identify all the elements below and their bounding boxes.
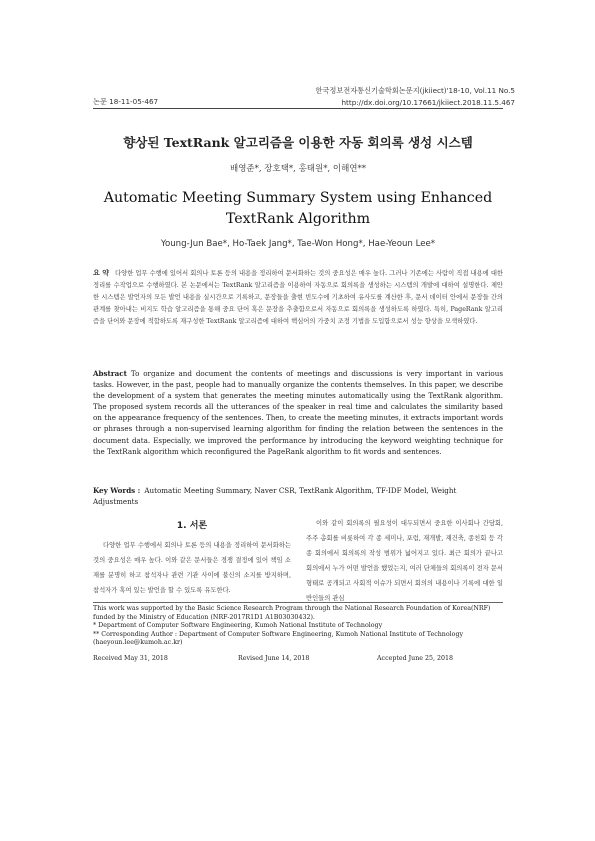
received-date: Received May 31, 2018 xyxy=(93,655,168,662)
keywords xyxy=(93,485,503,507)
journal-name: 한국정보전자통신기술학회논문지(jkiiect)'18-10, Vol.11 No.5 xyxy=(315,86,515,95)
accepted-date: Accepted June 25, 2018 xyxy=(377,655,454,662)
keywords-text: Automatic Meeting Summary, Naver CSR, TextRank Algorithm, TF-IDF Model, Weight Adjustments xyxy=(93,486,457,506)
section-title: 1. 서론 xyxy=(176,521,208,531)
english-abstract xyxy=(93,368,503,457)
paper-id: 논문 18-11-05-467 xyxy=(93,97,159,106)
footnote-rule xyxy=(93,602,503,603)
english-authors: Young-Jun Bae*, Ho-Taek Jang*, Tae-Won Hong*, Hae-Yeoun Lee* xyxy=(160,239,436,249)
korean-authors: 배영준*, 장호택*, 홍태원*, 이해연** xyxy=(230,164,366,174)
doi-link[interactable]: http://dx.doi.org/10.17661/jkiiect.2018.11.5.467 xyxy=(341,98,515,107)
korean-title: 향상된 TextRank 알고리즘을 이용한 자동 회의록 생성 시스템 xyxy=(123,135,473,150)
revised-date: Revised June 14, 2018 xyxy=(238,655,310,662)
english-abstract-text: To organize and document the contents of meetings and discussions is very important in various tasks. However, in the past, people had to manually organize the contents themselves. In this paper, we describe the development of a system that generates the meeting minutes automatically using the TextRank algorithm. The proposed system records all the utterances of the speaker in real time and calculates the similarity based on the appearance frequency of the sentences. Then, to create the meeting minutes, it extracts important words or phrases through a non-supervised learning algorithm for finding the relation between the sentences in the document data. Especially, we improved the performance by introducing the keyword weighting technique for the TextRank algorithm which reconfigured the PageRank algorithm to fit words and sentences. xyxy=(93,369,503,456)
keywords-label: Key Words : xyxy=(93,486,141,495)
korean-abstract xyxy=(93,267,503,328)
journal-header xyxy=(315,85,515,109)
header-rule xyxy=(93,108,503,109)
corresponding-author-note: ** Corresponding Author : Department of Computer Software Engineering, Kumoh National Institute of Technology (haeyoun.lee@kumoh.ac.kr) xyxy=(93,630,464,647)
english-abstract-label: Abstract xyxy=(93,369,127,378)
funding-note: This work was supported by the Basic Science Research Program through the National Research Foundation of Korea(NRF) funded by the Ministry of Education (NRF-2017R1D1 A1B03030432). xyxy=(93,605,491,621)
footnotes xyxy=(93,605,505,648)
korean-abstract-text: 다양한 업무 수행에 있어서 회의나 토론 등의 내용을 정리하여 문서화하는 것의 중요성은 매우 높다. 그러나 기존에는 사람이 직접 내용에 대한 정리를 수작업으로 수행하였다. 본 논문에서는 TextRank 알고리즘을 이용하여 자동으로 회의록을 생성하는 시스템의 개발에 대하여 설명한다. 제안한 시스템은 발언자의 모든 발언 내용을 실시간으로 기록하고, 문장들을 출현 빈도수에 기초하여 유사도를 계산한 후, 문서 데이터 안에서 문장들 간의 관계를 찾아내는 비지도 학습 알고리즘을 통해 중요 단어 혹은 문장을 추출함으로서 자동으로 회의록을 생성하도록 하였다. 특히, PageRank 알고리즘을 단어와 문장에 적합하도록 재구성한 TextRank 알고리즘에 대하여 핵심어의 가중치 조정 기법을 도입함으로서 성능 향상을 모색하였다. xyxy=(93,270,503,325)
korean-abstract-label: 요 약 xyxy=(93,268,110,277)
affiliation-note: * Department of Computer Software Engineering, Kumoh National Institute of Technology xyxy=(93,622,383,630)
english-title: Automatic Meeting Summary System using Enhanced TextRank Algorithm xyxy=(103,190,493,227)
body-left-column: 다양한 업무 수행에서 회의나 토론 등의 내용을 정리하여 문서화하는 것의 중요성은 매우 높다. 이와 같은 문서들은 경쟁 결정에 있어 책임 소재를 분명히 하고 참석자나 관련 기관 사이에 불신의 소지를 방지하며, 참석자가 혹여 있는 발언을 할 수 있도록 유도한다. xyxy=(93,542,291,595)
body-right-column: 이와 같이 회의록의 필요성이 대두되면서 중요한 이사회나 간담회, 주주 총회를 비롯하여 각 종 세미나, 포럼, 재개발, 재건축, 종친회 등 각종 회의에서 회의록의 작성 범위가 넓어지고 있다. 최근 회의가 끝나고 회의에서 누가 어떤 발언을 했었는지, 여러 단체들의 회의록이 전자 문서 형태로 공개되고 사회적 이슈가 되면서 회의의 내용이나 기록에 대한 일반인들의 관심 xyxy=(306,520,503,603)
